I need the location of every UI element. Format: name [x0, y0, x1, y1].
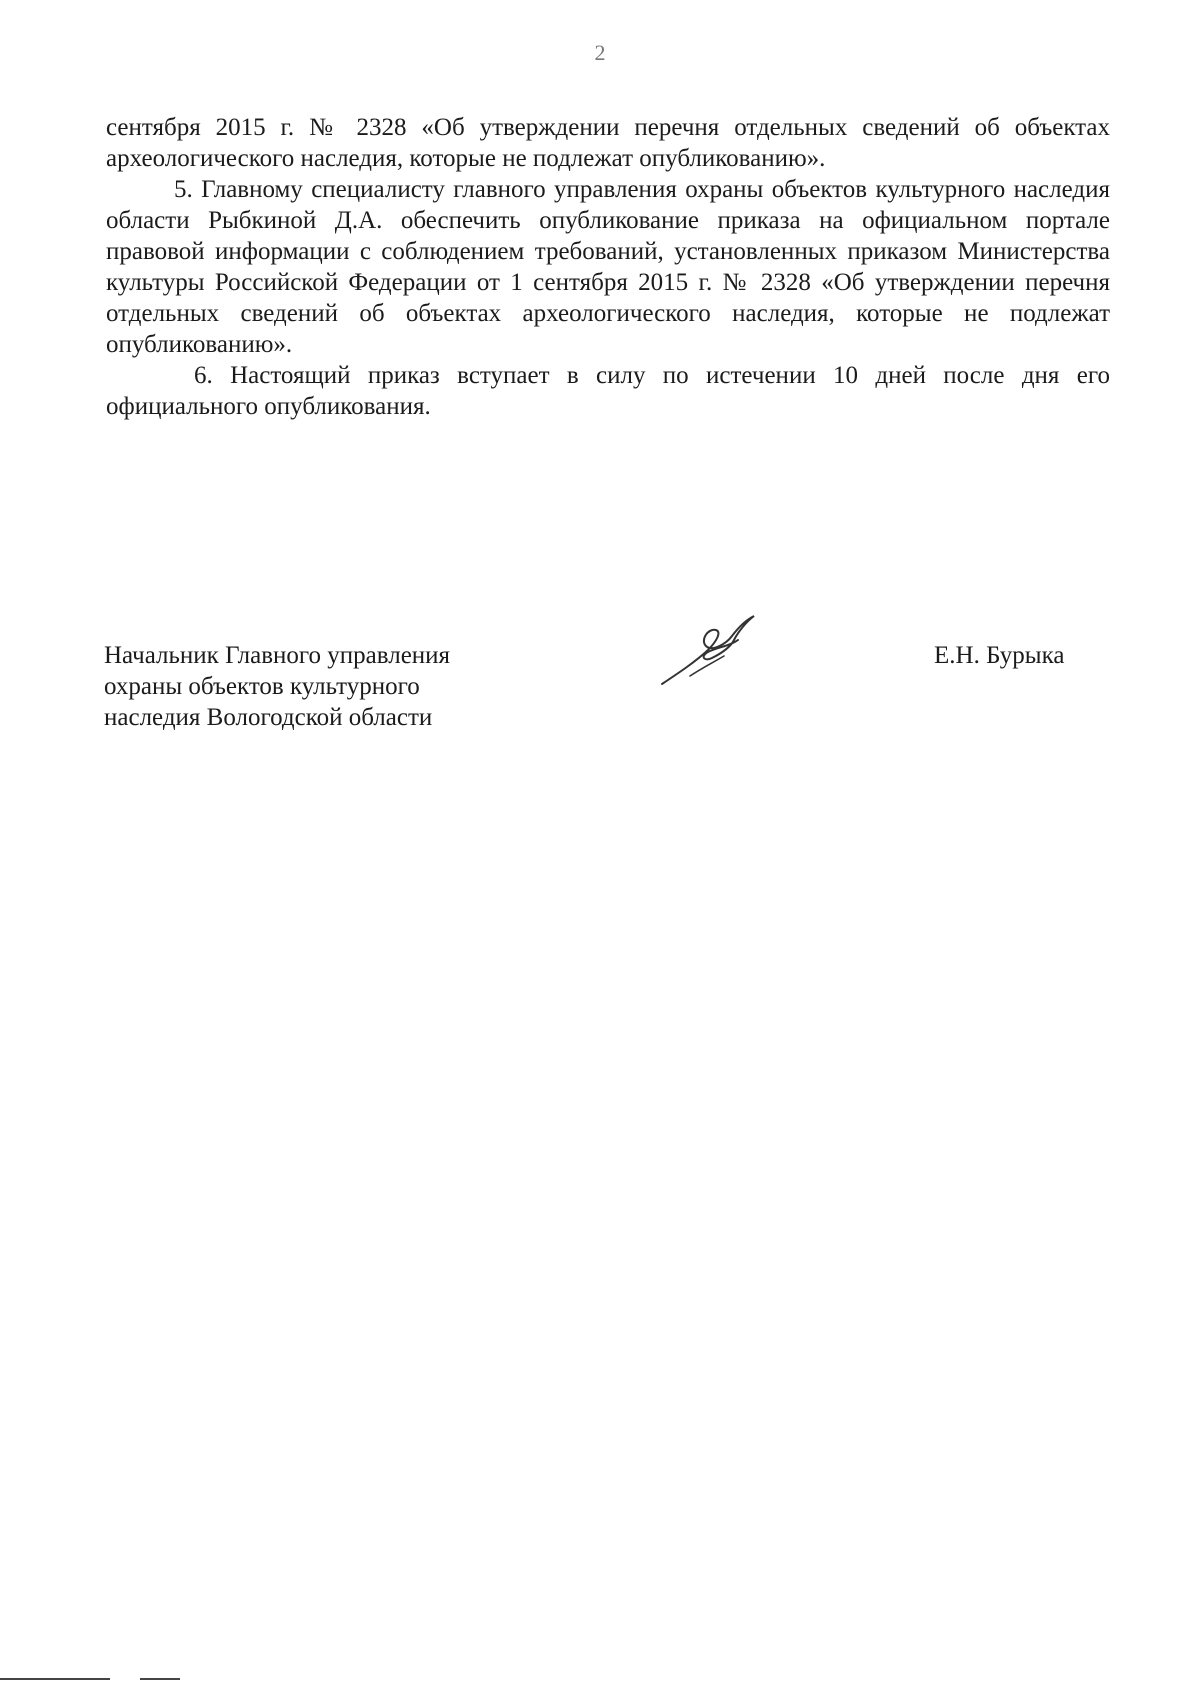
- paragraph-item-6: 6. Настоящий приказ вступает в силу по истечении 10 дней после дня его официального опубликования.: [106, 362, 1110, 420]
- document-body: [106, 112, 1110, 422]
- page-number: 2: [594, 40, 606, 65]
- handwritten-signature: [650, 610, 770, 690]
- paragraph-item-5: 5. Главному специалисту главного управления охраны объектов культурного наследия области Рыбкиной Д.А. обеспечить опубликование приказа на официальном портале правовой информации с соблюдением требований, установленных приказом Министерства культуры Российской Федерации от 1 сентября 2015 г. № 2328 «Об утверждении перечня отдельных сведений об объектах археологического наследия, которые не подлежат опубликованию».: [106, 176, 1110, 358]
- paragraph-continuation: сентября 2015 г. № 2328 «Об утверждении перечня отдельных сведений об объектах археологического наследия, которые не подлежат опубликованию».: [106, 114, 1110, 172]
- signer-name: Е.Н. Бурыка: [934, 642, 1065, 669]
- scan-edge-marks: [0, 1676, 200, 1682]
- signatory-position: Начальник Главного управления охраны объектов культурного наследия Вологодской области: [104, 642, 451, 731]
